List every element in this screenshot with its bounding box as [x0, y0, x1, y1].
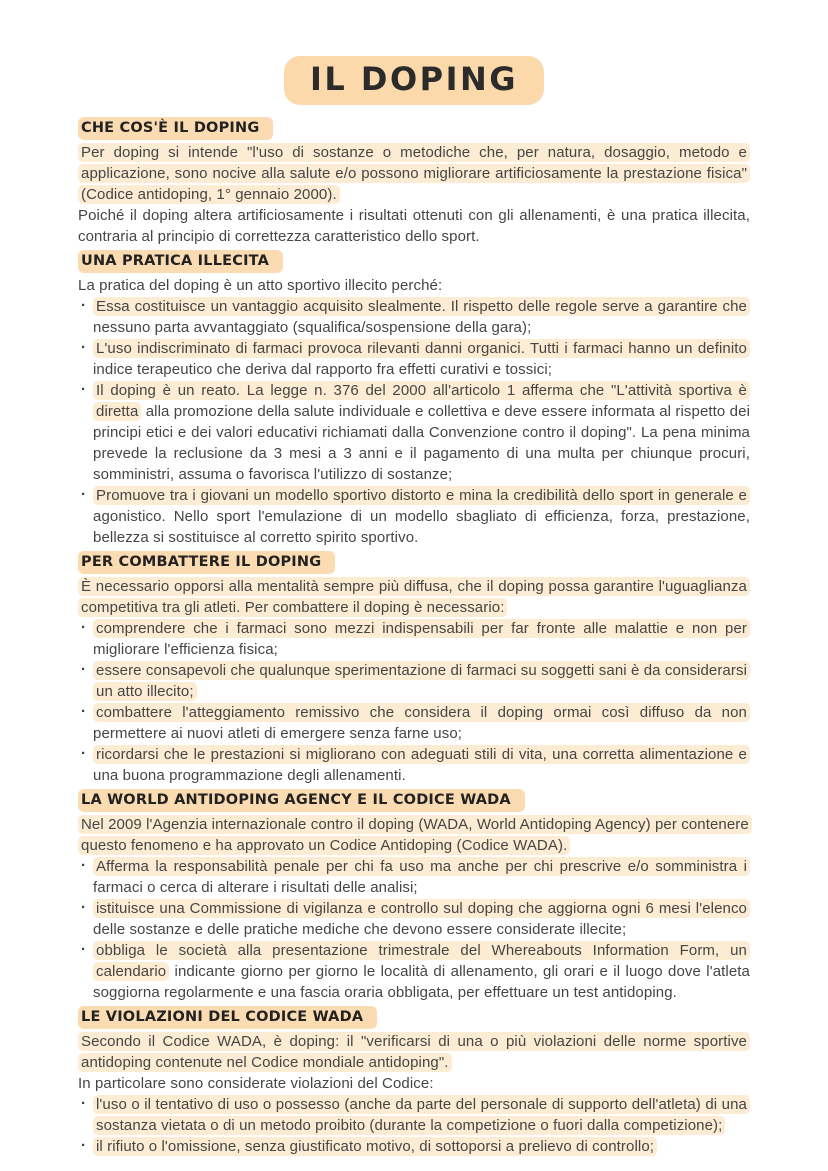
bullet-icon: ·: [81, 941, 87, 958]
highlighted-text: Afferma la responsabilità penale per chi fa uso ma anche per chi prescrive e/o somministra i: [93, 857, 750, 876]
page-title-text: IL DOPING: [284, 56, 544, 105]
bullet-list: [78, 1094, 750, 1157]
body-text: delle sostanze e delle pratiche mediche che devono essere considerate illecite;: [93, 921, 627, 938]
list-item: [78, 744, 750, 786]
highlighted-text: essere consapevoli che qualunque sperimentazione di farmaci su soggetti sani è da considerarsi un atto illecito;: [93, 661, 750, 701]
list-item: [78, 380, 750, 485]
body-text: agonistico. Nello sport l'emulazione di un modello sbagliato di efficienza, forza, prestazione, bellezza si sostituisce al corretto spirito sportivo.: [93, 508, 750, 546]
paragraph: [78, 814, 750, 856]
highlighted-text: comprendere che i farmaci sono mezzi indispensabili per far fronte alle malattie e non per: [93, 619, 750, 638]
section-heading-text: LA WORLD ANTIDOPING AGENCY E IL CODICE WADA: [78, 789, 525, 812]
bullet-icon: ·: [81, 703, 87, 720]
body-text: farmaci o cerca di alterare i risultati delle analisi;: [93, 879, 418, 896]
section-per-combattere-il-doping: [78, 551, 750, 786]
body-text: permettere ai nuovi atleti di emergere senza farne uso;: [93, 725, 463, 742]
body-text: indicante giorno per giorno le località di allenamento, gli orari e il luogo dove l'atleta soggiorna regolarmente e una fascia oraria obbligata, per effettuare un test antidoping.: [93, 963, 750, 1001]
bullet-list: [78, 296, 750, 548]
section-violazioni-codice-wada: [78, 1006, 750, 1157]
highlighted-text: Secondo il Codice WADA, è doping: il "verificarsi di una o più violazioni delle norme sportive antidoping contenute nel Codice mondiale antidoping".: [78, 1032, 750, 1072]
bullet-icon: ·: [81, 745, 87, 762]
section-heading-text: CHE COS'È IL DOPING: [78, 117, 273, 140]
paragraph: [78, 142, 750, 205]
section-una-pratica-illecita: [78, 250, 750, 548]
list-item: [78, 618, 750, 660]
highlighted-text: L'uso indiscriminato di farmaci provoca rilevanti danni organici. Tutti i farmaci hanno un definito: [93, 339, 750, 358]
section-heading: [78, 551, 750, 574]
body-text: nessuno parta avvantaggiato (squalifica/sospensione della gara);: [93, 319, 532, 336]
bullet-icon: ·: [81, 619, 87, 636]
body-text: migliorare l'efficienza fisica;: [93, 641, 278, 658]
paragraph: [78, 1031, 750, 1073]
body-text: La pratica del doping è un atto sportivo illecito perché:: [78, 277, 443, 294]
highlighted-text: istituisce una Commissione di vigilanza e controllo sul doping che aggiorna ogni 6 mesi l'elenco: [93, 899, 750, 918]
bullet-list: [78, 856, 750, 1003]
paragraph: [78, 205, 750, 247]
highlighted-text: Il doping è un reato. La legge n. 376 del 2000 all'articolo 1 afferma che "L'attività sportiva è diretta: [93, 381, 750, 421]
bullet-icon: ·: [81, 1137, 87, 1154]
highlighted-text: l'uso o il tentativo di uso o possesso (anche da parte del personale di supporto dell'atleta) di una sostanza vietata o di un metodo proibito (durante la competizione o fuori dalla competizione);: [93, 1095, 750, 1135]
highlighted-text: obbliga le società alla presentazione trimestrale del Whereabouts Information Form, un calendario: [93, 941, 750, 981]
section-che-cose-il-doping: [78, 117, 750, 247]
highlighted-text: ricordarsi che le prestazioni si migliorano con adeguati stili di vita, una corretta alimentazione e: [93, 745, 750, 764]
list-item: [78, 1094, 750, 1136]
list-item: [78, 338, 750, 380]
section-heading-text: UNA PRATICA ILLECITA: [78, 250, 283, 273]
body-text: indice terapeutico che deriva dal rapporto fra effetti curativi e tossici;: [93, 361, 553, 378]
body-text: In particolare sono considerate violazioni del Codice:: [78, 1075, 434, 1092]
highlighted-text: il rifiuto o l'omissione, senza giustificato motivo, di sottoporsi a prelievo di controllo;: [93, 1137, 657, 1156]
bullet-icon: ·: [81, 1095, 87, 1112]
highlighted-text: combattere l'atteggiamento remissivo che considera il doping ormai così diffuso da non: [93, 703, 750, 722]
bullet-list: [78, 618, 750, 786]
list-item: [78, 940, 750, 1003]
list-item: [78, 702, 750, 744]
body-text: alla promozione della salute individuale e collettiva e deve essere informata al rispetto dei principi etici e dei valori educativi richiamati dalla Convenzione contro il doping". La pena minima prevede la reclusione da 3 mesi a 3 anni e il pagamento di una multa per chiunque procuri, somministri, assuma o favorisca l'utilizzo di sostanze;: [93, 403, 750, 483]
section-heading-text: PER COMBATTERE IL DOPING: [78, 551, 335, 574]
page-title: [78, 56, 750, 105]
list-item: [78, 485, 750, 548]
list-item: [78, 856, 750, 898]
bullet-icon: ·: [81, 857, 87, 874]
highlighted-text: È necessario opporsi alla mentalità sempre più diffusa, che il doping possa garantire l'uguaglianza competitiva tra gli atleti. Per combattere il doping è necessario:: [78, 577, 750, 617]
section-heading: [78, 250, 750, 273]
list-item: [78, 296, 750, 338]
list-item: [78, 1136, 750, 1157]
paragraph: [78, 576, 750, 618]
body-text: Poiché il doping altera artificiosamente i risultati ottenuti con gli allenamenti, è una pratica illecita, contraria al principio di correttezza caratteristico dello sport.: [78, 207, 750, 245]
bullet-icon: ·: [81, 899, 87, 916]
bullet-icon: ·: [81, 486, 87, 503]
paragraph: [78, 1073, 750, 1094]
bullet-icon: ·: [81, 297, 87, 314]
highlighted-text: Essa costituisce un vantaggio acquisito slealmente. Il rispetto delle regole serve a garantire che: [93, 297, 750, 316]
bullet-icon: ·: [81, 339, 87, 356]
section-heading: [78, 789, 750, 812]
list-item: [78, 898, 750, 940]
body-text: una buona programmazione degli allenamenti.: [93, 767, 406, 784]
list-item: [78, 660, 750, 702]
section-heading: [78, 1006, 750, 1029]
section-heading-text: LE VIOLAZIONI DEL CODICE WADA: [78, 1006, 377, 1029]
bullet-icon: ·: [81, 661, 87, 678]
paragraph: [78, 275, 750, 296]
highlighted-text: Promuove tra i giovani un modello sportivo distorto e mina la credibilità dello sport in generale e: [93, 486, 750, 505]
section-world-antidoping-agency: [78, 789, 750, 1003]
highlighted-text: Per doping si intende "l'uso di sostanze o metodiche che, per natura, dosaggio, metodo e applicazione, sono nocive alla salute e/o possono migliorare artificiosamente la prestazione fisica" (Codice antidoping, 1° gennaio 2000).: [78, 143, 750, 204]
section-heading: [78, 117, 750, 140]
bullet-icon: ·: [81, 381, 87, 398]
highlighted-text: Nel 2009 l'Agenzia internazionale contro il doping (WADA, World Antidoping Agency) per contenere questo fenomeno e ha approvato un Codice Antidoping (Codice WADA).: [78, 815, 752, 855]
